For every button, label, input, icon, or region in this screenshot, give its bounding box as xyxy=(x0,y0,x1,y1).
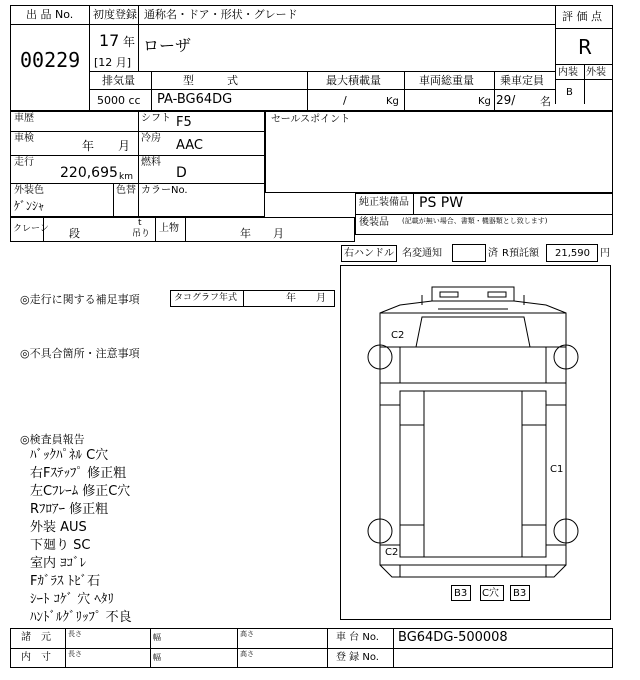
inner-height-label: 高さ xyxy=(240,650,254,658)
crane-stage: 段 xyxy=(69,227,80,240)
history-label: 車歴 xyxy=(14,113,34,124)
damage-c1: C1 xyxy=(550,464,564,475)
interior-score: B xyxy=(566,87,573,98)
deposit-label: R預託額 xyxy=(502,248,539,259)
ac-label: 冷房 xyxy=(141,133,161,144)
inspector-line: 右Fｽﾃｯﾌﾟ 修正粗 xyxy=(30,466,127,481)
fuel-value: D xyxy=(176,165,187,181)
fuel-label: 燃料 xyxy=(141,157,161,168)
type-label: 型 式 xyxy=(183,74,238,87)
capacity-label: 乗車定員 xyxy=(500,74,544,87)
inspector-line: ﾊﾝﾄﾞﾙｸﾞﾘｯﾌﾟ 不良 xyxy=(30,610,132,625)
reg-no-label: 登 録 No. xyxy=(336,652,379,663)
inspector-line: 外装 AUS xyxy=(30,520,87,535)
ext-color-value: ｹﾞﾝｼｬ xyxy=(14,199,45,213)
mileage-value: 220,695 xyxy=(60,165,118,181)
aftermarket-label: 後装品 xyxy=(359,217,389,228)
lift-value: 年 月 xyxy=(240,227,284,240)
name-change-label: 名変通知 xyxy=(402,248,442,259)
damage-b3-left: B3 xyxy=(454,588,468,599)
kg-unit-1: Kg xyxy=(386,96,399,107)
gross-weight-label: 車両総重量 xyxy=(419,74,474,87)
inspection-value: 年 月 xyxy=(82,139,131,153)
first-reg-label: 初度登録 xyxy=(93,8,137,21)
mileage-unit: km xyxy=(119,172,133,182)
lift-label: 上物 xyxy=(159,223,179,234)
genuine-equip-label: 純正装備品 xyxy=(359,197,409,208)
score-value: R xyxy=(578,35,592,59)
chassis-value: BG64DG-500008 xyxy=(398,630,508,645)
interior-label: 内装 xyxy=(558,67,578,78)
mileage-label: 走行 xyxy=(14,157,34,168)
inspector-line: 下廻り SC xyxy=(30,538,91,553)
genuine-equip-value: PS PW xyxy=(419,195,464,211)
first-reg-year: 17 xyxy=(99,31,120,50)
exterior-label: 外装 xyxy=(586,67,606,78)
inspector-line: Fｶﾞﾗｽ ﾄﾋﾞ石 xyxy=(30,574,101,589)
name-change-box xyxy=(452,244,486,262)
max-load: / xyxy=(343,94,347,107)
max-load-label: 最大積載量 xyxy=(326,74,381,87)
dims-label: 諸 元 xyxy=(21,632,51,643)
shift-value: F5 xyxy=(176,115,192,130)
capacity: 29/ xyxy=(496,93,516,107)
inspector-line: ﾊﾞｯｸﾊﾟﾈﾙ C穴 xyxy=(30,448,109,463)
damage-c2-top: C2 xyxy=(391,330,405,341)
color-no-label: カラーNo. xyxy=(141,185,188,196)
aftermarket-note: (記載が無い場合、書類・機器類とし致します) xyxy=(402,217,548,225)
displacement: 5000 cc xyxy=(97,94,141,107)
steering: 右ハンドル xyxy=(344,248,394,259)
inspector-line: ｼｰﾄ ｺｹﾞ 穴 ﾍﾀﾘ xyxy=(30,592,114,607)
inner-dims-label: 内 寸 xyxy=(21,652,51,663)
year-suffix: 年 xyxy=(123,35,136,49)
inspection-label: 車検 xyxy=(14,133,34,144)
inspector-line: 左Cﾌﾚｰﾑ 修正C穴 xyxy=(30,484,131,499)
damage-c2-bottom: C2 xyxy=(385,547,399,558)
crane-hang: 吊り xyxy=(132,229,151,239)
crane-row xyxy=(10,217,355,242)
kg-unit-2: Kg xyxy=(478,96,491,107)
damage-b3-right: B3 xyxy=(513,588,527,599)
score-label: 評 価 点 xyxy=(562,10,602,23)
inspector-line: Rﾌﾛｱｰ 修正粗 xyxy=(30,502,109,517)
inspector-label: ◎検査員報告 xyxy=(20,433,85,446)
recycle-label: 済 xyxy=(488,248,498,259)
tacho-label: タコグラフ年式 xyxy=(174,293,238,303)
inspector-line: 室内 ﾖｺﾞﾚ xyxy=(30,556,87,571)
capacity-unit: 名 xyxy=(540,95,551,108)
color-change-label: 色替 xyxy=(116,185,136,196)
inner-length-label: 長さ xyxy=(68,650,82,658)
sales-point-label: セールスポイント xyxy=(271,114,351,125)
displacement-label: 排気量 xyxy=(102,74,135,87)
tacho-value: 年 月 xyxy=(286,293,326,304)
driving-notes-label: ◎走行に関する補足事項 xyxy=(20,293,140,306)
width-label: 幅 xyxy=(153,633,161,642)
inner-width-label: 幅 xyxy=(153,653,161,662)
crane-label: クレーン xyxy=(13,224,49,234)
defects-label: ◎不具合箇所・注意事項 xyxy=(20,347,140,360)
damage-c-hole: C穴 xyxy=(482,588,499,599)
type: PA-BG64DG xyxy=(157,92,233,107)
model-name-label: 通称名・ドア・形状・グレード xyxy=(144,8,298,21)
vehicle-diagram xyxy=(340,265,611,620)
first-reg-month: [12 月] xyxy=(94,56,132,69)
ext-color-label: 外装色 xyxy=(14,185,44,196)
shift-label: シフト xyxy=(141,113,171,124)
length-label: 長さ xyxy=(68,630,82,638)
lot-no-label: 出 品 No. xyxy=(26,8,74,21)
deposit-value: 21,590 xyxy=(555,248,590,259)
chassis-label: 車 台 No. xyxy=(336,632,379,643)
ac-value: AAC xyxy=(176,138,203,153)
crane-ton: t xyxy=(138,218,142,228)
model-name: ローザ xyxy=(143,36,192,55)
inspector-lines xyxy=(30,447,132,627)
height-label: 高さ xyxy=(240,630,254,638)
lot-no: 00229 xyxy=(20,48,81,72)
yen-unit: 円 xyxy=(600,248,610,259)
